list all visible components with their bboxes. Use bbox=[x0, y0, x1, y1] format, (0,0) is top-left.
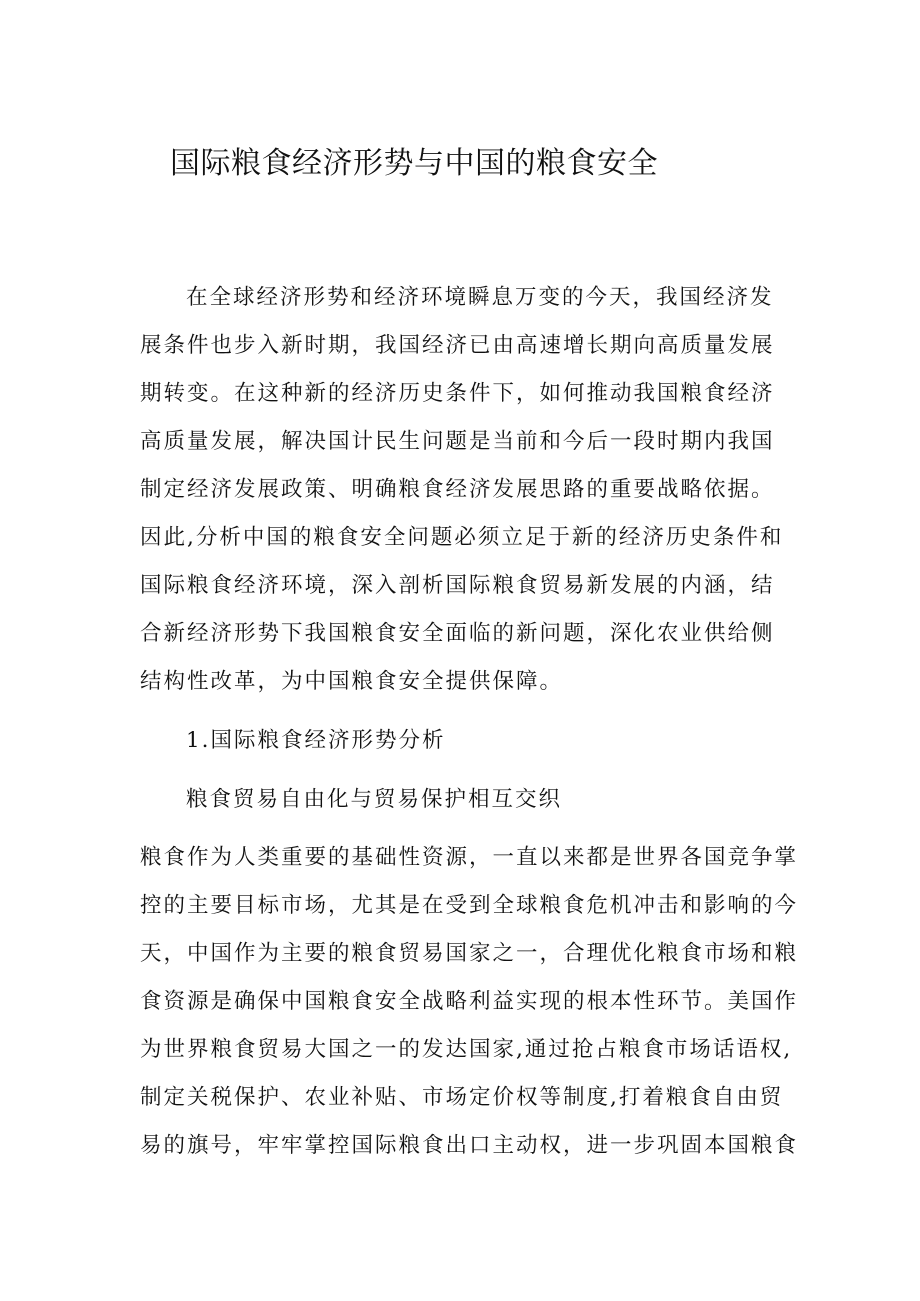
intro-line: 制定经济发展政策、明确粮食经济发展思路的重要战略依据。 bbox=[140, 477, 775, 502]
body-line: 粮食作为人类重要的基础性资源，一直以来都是世界各国竞争掌 bbox=[140, 845, 799, 870]
body-line: 食资源是确保中国粮食安全战略利益实现的根本性环节。美国作 bbox=[140, 989, 799, 1014]
section-heading: 1.国际粮食经济形势分析 bbox=[186, 728, 446, 753]
body-line: 天，中国作为主要的粮食贸易国家之一，合理优化粮食市场和粮 bbox=[140, 941, 799, 966]
body-line: 为世界粮食贸易大国之一的发达国家,通过抢占粮食市场话语权, bbox=[140, 1037, 793, 1062]
intro-line: 展条件也步入新时期，我国经济已由高速增长期向高质量发展 bbox=[140, 333, 775, 358]
body-line: 易的旗号，牢牢掌控国际粮食出口主动权，进一步巩固本国粮食 bbox=[140, 1133, 799, 1158]
body-line: 制定关税保护、农业补贴、市场定价权等制度,打着粮食自由贸 bbox=[140, 1085, 784, 1110]
body-line: 控的主要目标市场，尤其是在受到全球粮食危机冲击和影响的今 bbox=[140, 893, 799, 918]
intro-line: 期转变。在这种新的经济历史条件下，如何推动我国粮食经济 bbox=[140, 381, 775, 406]
intro-line: 在全球经济形势和经济环境瞬息万变的今天，我国经济发 bbox=[186, 285, 774, 310]
intro-line: 合新经济形势下我国粮食安全面临的新问题，深化农业供给侧 bbox=[140, 621, 775, 646]
subheading: 粮食贸易自由化与贸易保护相互交织 bbox=[186, 787, 563, 812]
intro-line: 国际粮食经济环境，深入剖析国际粮食贸易新发展的内涵，结 bbox=[140, 573, 775, 598]
intro-line: 高质量发展，解决国计民生问题是当前和今后一段时期内我国 bbox=[140, 429, 775, 454]
intro-line: 结构性改革，为中国粮食安全提供保障。 bbox=[140, 669, 564, 694]
document-title: 国际粮食经济形势与中国的粮食安全 bbox=[170, 146, 658, 181]
intro-line: 因此,分析中国的粮食安全问题必须立足于新的经济历史条件和 bbox=[140, 525, 784, 550]
